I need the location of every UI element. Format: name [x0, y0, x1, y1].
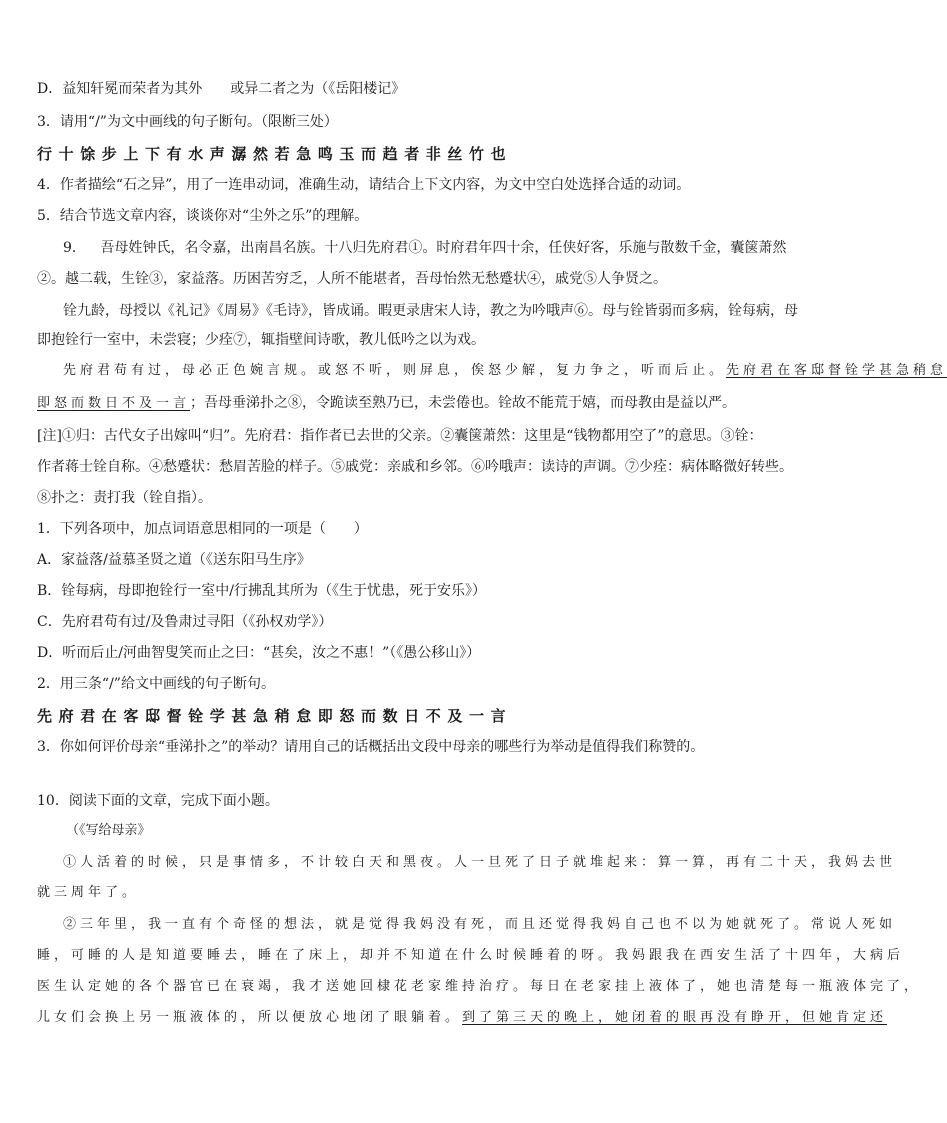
passage-9-line-5: [63, 362, 947, 380]
q3-sentence: 行十馀步上下有水声潺然若急鸣玉而趋者非丝竹也: [37, 145, 513, 163]
article-text: 儿女们会换上另一瓶液体的，所以便放心地闭了眼躺着。: [37, 1010, 463, 1025]
article-para-2-line-4: [37, 1009, 888, 1027]
passage-9-line-4: 即抱铨行一室中，未尝寝；少痊⑦，辄指壁间诗歌，教儿低吟之以为戏。: [37, 332, 485, 348]
q1-option-a: A．家益落/益慕圣贤之道（《送东阳马生序》: [37, 552, 311, 568]
q5-instruction: 5．结合节选文章内容，谈谈你对“尘外之乐”的理解。: [37, 208, 369, 224]
passage-9-text: 吾母姓钟氏，名令嘉，出南昌名族。十八归先府君①。时府君年四十余，任侠好客，乐施与散数千金，囊箧萧然: [100, 240, 787, 256]
question-number-9: 9.: [63, 240, 77, 256]
annotation-line-1: [注]①归：古代女子出嫁叫“归”。先府君：指作者已去世的父亲。②囊箧萧然：这里是“钱物都用空了”的意思。③铨：: [37, 428, 763, 444]
underlined-sentence: 到了第三天的晚上，她闭着的眼再没有睁开，但她肯定还: [462, 1010, 888, 1025]
article-para-2-line-3: 医生认定她的各个器官已在衰竭，我才送她回棣花老家维持治疗。每日在老家挂上液体了，她也清楚每一瓶液体完了，: [37, 979, 922, 994]
annotation-line-2: 作者蒋士铨自称。④愁蹙状：愁眉苦脸的样子。⑤戚党：亲戚和乡邻。⑥吟哦声：读诗的声调。⑦少痊：病体略微好转些。: [37, 459, 793, 475]
article-para-1-line-2: 就三周年了。: [37, 885, 140, 900]
q1-option-d: D．听而后止/河曲智叟笑而止之曰：“甚矣，汝之不惠！”（《愚公移山》）: [37, 645, 481, 661]
passage-9-text: 先府君苟有过，母必正色婉言规。或怒不听，则屏息，俟怒少解，复力争之，听而后止。: [63, 363, 727, 378]
passage-9-line-2: ②。越二载，生铨③，家益落。历困苦穷乏，人所不能堪者，吾母怡然无愁蹙状④，戚党⑤人争贤之。: [37, 271, 667, 287]
question-10-heading: 10．阅读下面的文章，完成下面小题。: [37, 793, 279, 809]
q1-option-b: B．铨每病，母即抱铨行一室中/行拂乱其所为（《生于忧患，死于安乐》）: [37, 583, 487, 599]
q4-instruction: 4．作者描绘“石之异”，用了一连串动词，准确生动，请结合上下文内容，为文中空白处选择合适的动词。: [37, 177, 691, 193]
article-para-1-line-1: ①人活着的时候，只是事情多，不计较白天和黑夜。人一旦死了日子就堆起来：算一算，再有二十天，我妈去世: [63, 855, 897, 870]
article-para-2-line-2: 睡，可睡的人是知道要睡去，睡在了床上，却并不知道在什么时候睡着的呀。我妈跟我在西安生活了十四年，大病后: [37, 948, 905, 963]
q2-sentence: 先府君在客邸督铨学甚急稍怠即怒而数日不及一言: [37, 707, 513, 725]
q3-instruction: 3．请用“/”为文中画线的句子断句。（限断三处）: [37, 114, 338, 130]
underlined-sentence: 先府君在客邸督铨学甚急稍怠: [726, 363, 947, 378]
passage-9-text: ；吾母垂涕扑之⑧，令跪读至熟乃已，未尝倦也。铨故不能荒于嬉，而母教由是益以严。: [190, 395, 737, 411]
passage-9-line-1: [63, 239, 787, 257]
annotation-line-3: ⑧扑之：责打我（铨自指）。: [37, 490, 212, 506]
q2-instruction: 2．用三条“/”给文中画线的句子断句。: [37, 676, 275, 692]
q3-evaluation: 3．你如何评价母亲“垂涕扑之”的举动？请用自己的话概括出文段中母亲的哪些行为举动是值得我们称赞的。: [37, 739, 705, 755]
q1-option-c: C．先府君苟有过/及鲁肃过寻阳（《孙权劝学》）: [37, 614, 333, 630]
passage-9-line-3: 铨九龄，母授以《礼记》《周易》《毛诗》，皆成诵。暇更录唐宋人诗，教之为吟哦声⑥。母与铨皆弱而多病，铨每病，母: [63, 303, 798, 319]
article-para-2-line-1: ②三年里，我一直有个奇怪的想法，就是觉得我妈没有死，而且还觉得我妈自己也不以为她就死了。常说人死如: [63, 917, 897, 932]
passage-9-line-6: [37, 394, 760, 413]
article-title: （《写给母亲》: [66, 823, 151, 838]
underlined-sentence: 即怒而数日不及一言: [37, 396, 191, 411]
q1-stem: 1．下列各项中，加点词语意思相同的一项是（ ）: [37, 521, 368, 537]
q-option-d-yueyang: D．益知轩冕而荣者为其外 或异二者之为（《岳阳楼记》: [37, 81, 406, 97]
